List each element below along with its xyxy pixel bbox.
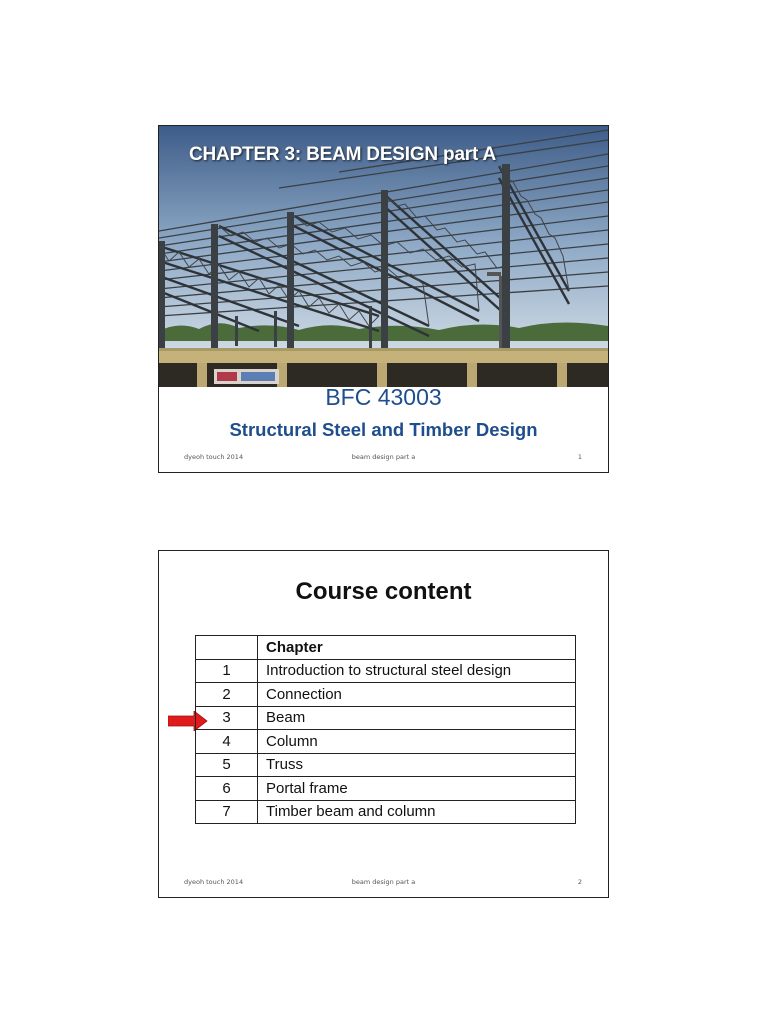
chapter-number: 2 xyxy=(196,683,258,707)
chapter-name: Introduction to structural steel design xyxy=(258,659,576,683)
chapter-name: Beam xyxy=(258,706,576,730)
footer-page-number: 2 xyxy=(577,878,582,886)
footer-topic: beam design part a xyxy=(351,878,416,886)
table-row xyxy=(196,730,576,754)
chapter-name: Timber beam and column xyxy=(258,800,576,824)
chapter-number: 3 xyxy=(196,706,258,730)
table-row xyxy=(196,753,576,777)
chapter-name: Column xyxy=(258,730,576,754)
chapter-number: 5 xyxy=(196,753,258,777)
table-row xyxy=(196,659,576,683)
chapter-number: 7 xyxy=(196,800,258,824)
course-name: Structural Steel and Timber Design xyxy=(229,419,538,440)
footer-author: dyeoh touch 2014 xyxy=(184,453,244,461)
chapter-name: Portal frame xyxy=(258,777,576,801)
chapter-name: Connection xyxy=(258,683,576,707)
chapter-table xyxy=(195,635,576,824)
chapter-number: 6 xyxy=(196,777,258,801)
slide-title: Course content xyxy=(295,578,472,605)
footer-author: dyeoh touch 2014 xyxy=(184,878,244,886)
slide-1 xyxy=(158,125,609,473)
table-row xyxy=(196,777,576,801)
table-header-number xyxy=(196,636,258,660)
footer-topic: beam design part a xyxy=(351,453,416,461)
chapter-number: 4 xyxy=(196,730,258,754)
slide-2 xyxy=(158,550,609,898)
chapter-name: Truss xyxy=(258,753,576,777)
table-header-row xyxy=(196,636,576,660)
table-row xyxy=(196,800,576,824)
chapter-number: 1 xyxy=(196,659,258,683)
footer-page-number: 1 xyxy=(577,453,582,461)
table-row-current xyxy=(196,706,576,730)
table-row xyxy=(196,683,576,707)
course-code: BFC 43003 xyxy=(325,384,442,410)
table-header-chapter: Chapter xyxy=(258,636,576,660)
chapter-title: CHAPTER 3: BEAM DESIGN part A xyxy=(189,144,497,165)
